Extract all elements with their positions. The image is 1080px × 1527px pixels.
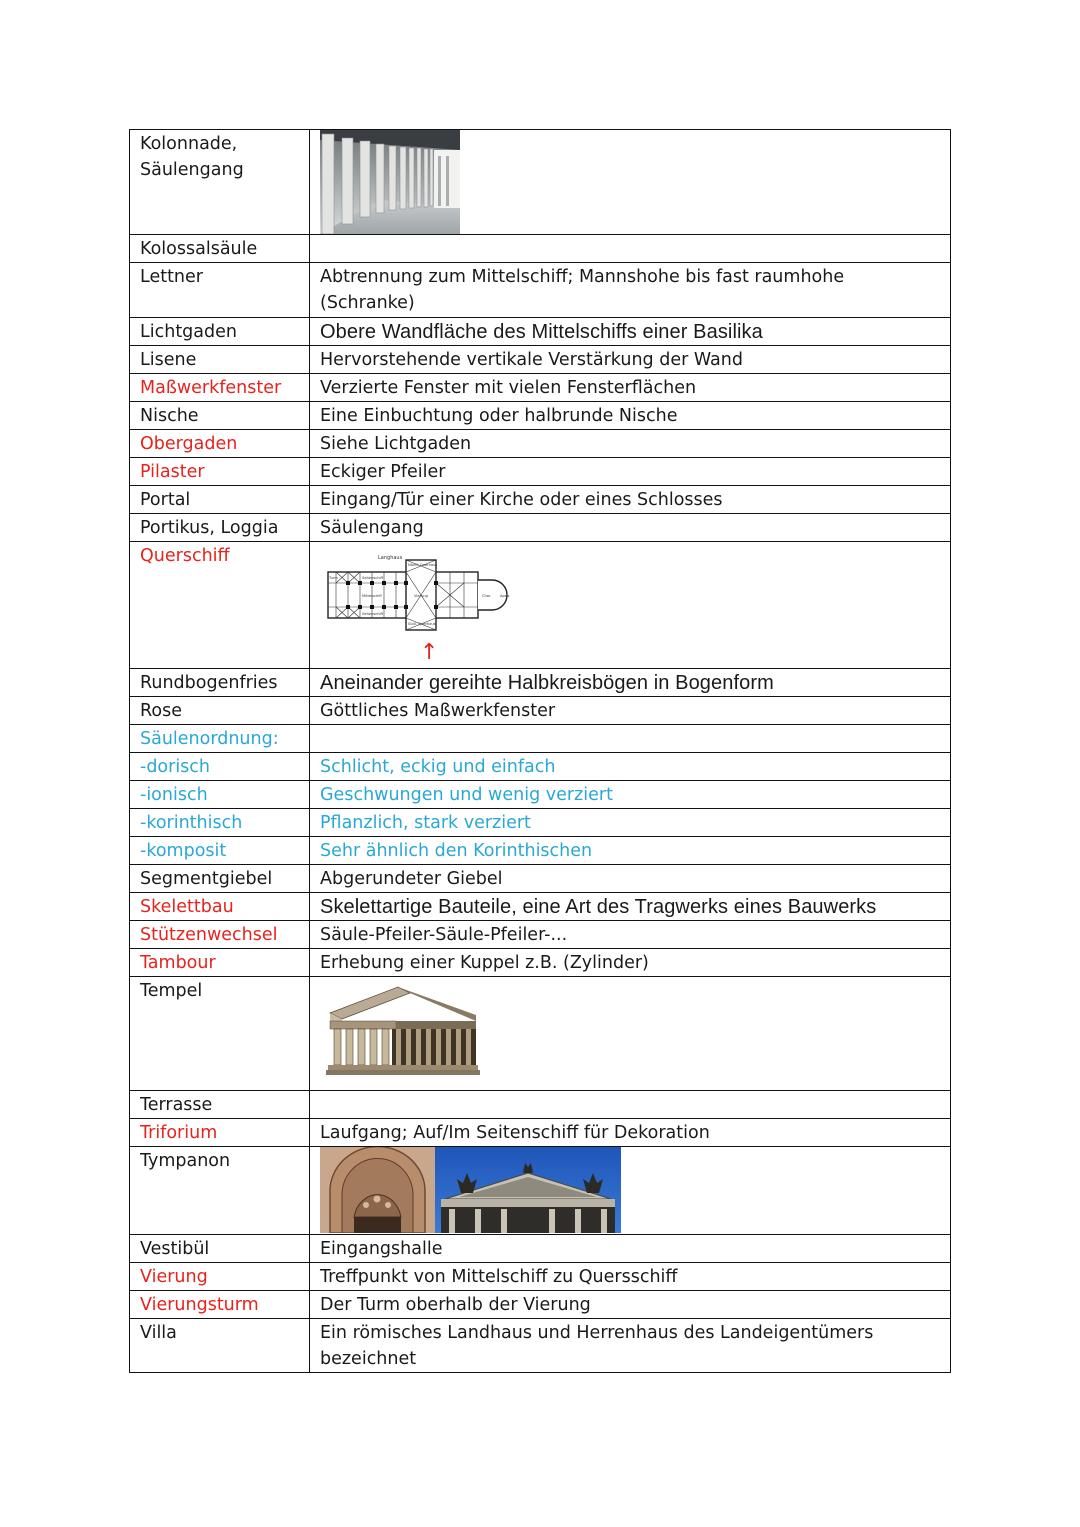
definition-cell: Eingang/Tür einer Kirche oder eines Schlosses <box>310 486 951 514</box>
definition-cell: Eine Einbuchtung oder halbrunde Nische <box>310 402 951 430</box>
term-cell: Vestibül <box>130 1235 310 1263</box>
term-cell: Kolonnade, Säulengang <box>130 130 310 235</box>
table-row <box>130 893 951 921</box>
definition-cell: Abgerundeter Giebel <box>310 865 951 893</box>
term-cell: Stützenwechsel <box>130 921 310 949</box>
table-row <box>130 1091 951 1119</box>
colonnade-photo <box>320 130 460 234</box>
definition-cell: Ein römisches Landhaus und Herrenhaus des Landeigentümers bezeichnet <box>310 1319 951 1373</box>
term-cell: Vierung <box>130 1263 310 1291</box>
term-cell: Villa <box>130 1319 310 1373</box>
table-row <box>130 1291 951 1319</box>
table-row <box>130 977 951 1091</box>
term-cell: Rundbogenfries <box>130 669 310 697</box>
table-row <box>130 1147 951 1235</box>
table-row <box>130 1235 951 1263</box>
table-row <box>130 235 951 263</box>
term-cell: Maßwerkfenster <box>130 374 310 402</box>
term-cell: Rose <box>130 697 310 725</box>
term-cell: Tympanon <box>130 1147 310 1235</box>
definition-cell: Geschwungen und wenig verziert <box>310 781 951 809</box>
definition-cell: Siehe Lichtgaden <box>310 430 951 458</box>
definition-cell: Säulengang <box>310 514 951 542</box>
svg-text:Chor: Chor <box>482 594 491 598</box>
table-row <box>130 514 951 542</box>
table-row <box>130 781 951 809</box>
table-row <box>130 130 951 235</box>
svg-text:Turm: Turm <box>329 576 338 580</box>
definition-cell: Hervorstehende vertikale Verstärkung der Wand <box>310 346 951 374</box>
definition-cell: Sehr ähnlich den Korinthischen <box>310 837 951 865</box>
table-row <box>130 1263 951 1291</box>
definition-cell <box>310 542 951 669</box>
term-cell: Lichtgaden <box>130 318 310 346</box>
definition-cell <box>310 977 951 1091</box>
classical-pediment-photo <box>435 1147 621 1233</box>
definition-cell <box>310 725 951 753</box>
table-row <box>130 263 951 318</box>
term-cell: Terrasse <box>130 1091 310 1119</box>
term-cell: Tambour <box>130 949 310 977</box>
definition-cell: Eckiger Pfeiler <box>310 458 951 486</box>
table-row <box>130 1319 951 1373</box>
definition-cell: Verzierte Fenster mit vielen Fensterflächen <box>310 374 951 402</box>
definition-cell: Aneinander gereihte Halbkreisbögen in Bogenform <box>310 669 951 697</box>
table-row <box>130 374 951 402</box>
svg-text:Vierung: Vierung <box>414 594 428 598</box>
definition-cell: Treffpunkt von Mittelschiff zu Quersschiff <box>310 1263 951 1291</box>
svg-text:Seitenschiff: Seitenschiff <box>362 576 383 580</box>
table-row <box>130 809 951 837</box>
definition-cell <box>310 1147 951 1235</box>
glossary-table <box>129 129 951 1373</box>
term-cell: Kolossalsäule <box>130 235 310 263</box>
table-row <box>130 949 951 977</box>
gothic-portal-photo <box>320 1147 435 1233</box>
term-cell: -korinthisch <box>130 809 310 837</box>
definition-cell <box>310 1091 951 1119</box>
term-cell: Vierungsturm <box>130 1291 310 1319</box>
definition-cell <box>310 130 951 235</box>
table-row <box>130 725 951 753</box>
table-row <box>130 1119 951 1147</box>
term-cell: Pilaster <box>130 458 310 486</box>
term-cell: Säulenordnung: <box>130 725 310 753</box>
term-cell: Triforium <box>130 1119 310 1147</box>
table-row <box>130 697 951 725</box>
term-cell: -ionisch <box>130 781 310 809</box>
term-cell: Skelettbau <box>130 893 310 921</box>
definition-cell: Obere Wandfläche des Mittelschiffs einer Basilika <box>310 318 951 346</box>
definition-cell: Eingangshalle <box>310 1235 951 1263</box>
floor-plan-diagram <box>310 542 950 666</box>
table-row <box>130 865 951 893</box>
term-cell: Lisene <box>130 346 310 374</box>
svg-text:Apsis: Apsis <box>500 594 510 598</box>
floor-plan-title: Langhaus <box>378 555 403 561</box>
table-row <box>130 402 951 430</box>
term-cell: -dorisch <box>130 753 310 781</box>
temple-illustration <box>326 981 486 1085</box>
tympanon-photos <box>320 1147 950 1233</box>
svg-text:Mittelschiff: Mittelschiff <box>362 594 382 598</box>
term-cell: -komposit <box>130 837 310 865</box>
term-cell: Portikus, Loggia <box>130 514 310 542</box>
table-row <box>130 669 951 697</box>
definition-cell: Pflanzlich, stark verziert <box>310 809 951 837</box>
table-row <box>130 346 951 374</box>
svg-text:Südl. Querhaus: Südl. Querhaus <box>408 622 436 626</box>
svg-text:Nördl. Querhaus: Nördl. Querhaus <box>408 563 438 567</box>
definition-cell: Göttliches Maßwerkfenster <box>310 697 951 725</box>
definition-cell: Laufgang; Auf/Im Seitenschiff für Dekoration <box>310 1119 951 1147</box>
table-row <box>130 458 951 486</box>
definition-cell: Skelettartige Bauteile, eine Art des Tragwerks eines Bauwerks <box>310 893 951 921</box>
definition-cell: Erhebung einer Kuppel z.B. (Zylinder) <box>310 949 951 977</box>
table-row <box>130 921 951 949</box>
term-cell: Nische <box>130 402 310 430</box>
term-cell: Tempel <box>130 977 310 1091</box>
svg-text:Seitenschiff: Seitenschiff <box>362 612 383 616</box>
definition-cell: Schlicht, eckig und einfach <box>310 753 951 781</box>
table-row <box>130 837 951 865</box>
table-row <box>130 430 951 458</box>
term-cell: Obergaden <box>130 430 310 458</box>
table-row <box>130 486 951 514</box>
definition-cell <box>310 235 951 263</box>
definition-cell: Säule-Pfeiler-Säule-Pfeiler-... <box>310 921 951 949</box>
table-row <box>130 542 951 669</box>
table-row <box>130 318 951 346</box>
table-row <box>130 753 951 781</box>
definition-cell: Abtrennung zum Mittelschiff; Mannshohe bis fast raumhohe (Schranke) <box>310 263 951 318</box>
term-cell: Querschiff <box>130 542 310 669</box>
definition-cell: Der Turm oberhalb der Vierung <box>310 1291 951 1319</box>
term-cell: Lettner <box>130 263 310 318</box>
red-up-arrow: ↑ <box>420 640 439 665</box>
term-cell: Portal <box>130 486 310 514</box>
term-cell: Segmentgiebel <box>130 865 310 893</box>
